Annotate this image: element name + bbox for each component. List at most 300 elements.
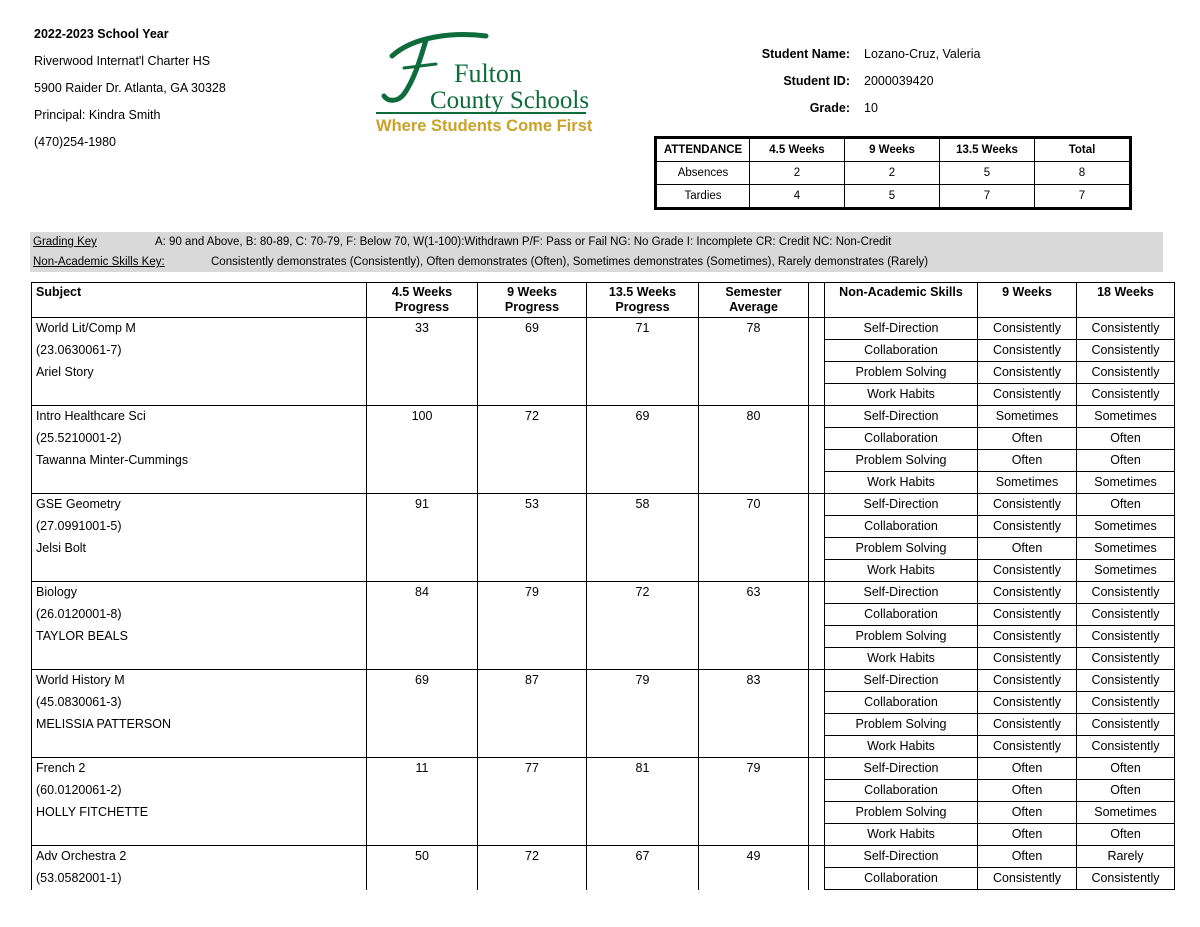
- column-spacer: [809, 648, 825, 670]
- column-spacer: [809, 692, 825, 714]
- grade-cell-spacer: [367, 736, 478, 758]
- attendance-cell: 5: [940, 162, 1035, 185]
- column-spacer: [809, 450, 825, 472]
- attendance-cell: 8: [1035, 162, 1131, 185]
- skill-18-weeks: Consistently: [1077, 582, 1175, 604]
- skill-18-weeks: Often: [1077, 824, 1175, 846]
- column-spacer: [809, 846, 825, 868]
- course-subject-spacer: [32, 472, 367, 494]
- skill-9-weeks: Consistently: [978, 560, 1077, 582]
- header-9-weeks: 9 Weeks Progress: [478, 283, 587, 318]
- skill-name: Self-Direction: [825, 758, 978, 780]
- course-row: [32, 450, 1175, 472]
- grade-cell-spacer: [478, 362, 587, 384]
- course-row: [32, 670, 1175, 692]
- student-grade-label: Grade:: [809, 101, 850, 115]
- column-spacer: [809, 714, 825, 736]
- grade-cell-spacer: [478, 472, 587, 494]
- skill-18-weeks: Consistently: [1077, 362, 1175, 384]
- course-row: [32, 648, 1175, 670]
- course-subject: French 2: [32, 758, 367, 780]
- column-spacer: [809, 340, 825, 362]
- skill-9-weeks: Consistently: [978, 648, 1077, 670]
- logo-line2: County Schools: [430, 87, 590, 114]
- skill-9-weeks: Often: [978, 428, 1077, 450]
- skill-18-weeks: Consistently: [1077, 868, 1175, 890]
- grade-cell-spacer: [699, 780, 809, 802]
- grade-cell-spacer: [587, 516, 699, 538]
- student-name: Lozano-Cruz, Valeria: [864, 47, 981, 61]
- course-row: [32, 714, 1175, 736]
- grade-cell-spacer: [367, 824, 478, 846]
- school-info: [34, 26, 226, 161]
- grade-w135: 67: [587, 846, 699, 868]
- skills-key-label: Non-Academic Skills Key:: [33, 256, 165, 268]
- grade-w45: 11: [367, 758, 478, 780]
- course-subject-spacer: [32, 560, 367, 582]
- grade-w9: 53: [478, 494, 587, 516]
- grade-w9: 72: [478, 406, 587, 428]
- grade-cell-spacer: [587, 384, 699, 406]
- skill-name: Collaboration: [825, 340, 978, 362]
- grade-cell-spacer: [587, 604, 699, 626]
- grade-w45: 69: [367, 670, 478, 692]
- grade-sem: 70: [699, 494, 809, 516]
- skill-9-weeks: Often: [978, 450, 1077, 472]
- logo-f-bar: [404, 64, 436, 68]
- grade-cell-spacer: [367, 450, 478, 472]
- skill-9-weeks: Consistently: [978, 340, 1077, 362]
- grading-key-label: Grading Key: [33, 236, 97, 248]
- grade-cell-spacer: [367, 868, 478, 890]
- attendance-row-tardies: [656, 185, 1131, 209]
- skill-18-weeks: Sometimes: [1077, 472, 1175, 494]
- skill-9-weeks: Consistently: [978, 516, 1077, 538]
- column-spacer: [809, 318, 825, 340]
- column-spacer: [809, 384, 825, 406]
- grade-cell-spacer: [699, 384, 809, 406]
- skill-name: Problem Solving: [825, 362, 978, 384]
- grade-w45: 91: [367, 494, 478, 516]
- column-spacer: [809, 780, 825, 802]
- grade-cell-spacer: [478, 868, 587, 890]
- grade-cell-spacer: [478, 780, 587, 802]
- column-spacer: [809, 736, 825, 758]
- grade-sem: 49: [699, 846, 809, 868]
- grade-w45: 100: [367, 406, 478, 428]
- grade-cell-spacer: [587, 450, 699, 472]
- student-id: 2000039420: [864, 74, 934, 88]
- course-teacher: Jelsi Bolt: [32, 538, 367, 560]
- logo-swoosh: [392, 35, 486, 56]
- header-4-5-weeks: 4.5 Weeks Progress: [367, 283, 478, 318]
- header-spacer: [809, 283, 825, 318]
- logo-line1: Fulton: [454, 59, 522, 88]
- skill-9-weeks: Sometimes: [978, 406, 1077, 428]
- column-spacer: [809, 824, 825, 846]
- grade-cell-spacer: [587, 560, 699, 582]
- skill-18-weeks: Often: [1077, 780, 1175, 802]
- grade-w135: 79: [587, 670, 699, 692]
- course-row: [32, 538, 1175, 560]
- skill-18-weeks: Consistently: [1077, 692, 1175, 714]
- column-spacer: [809, 494, 825, 516]
- skill-9-weeks: Consistently: [978, 604, 1077, 626]
- course-subject: Biology: [32, 582, 367, 604]
- course-row: [32, 736, 1175, 758]
- grade-w45: 84: [367, 582, 478, 604]
- grade-w9: 69: [478, 318, 587, 340]
- course-row: [32, 472, 1175, 494]
- column-spacer: [809, 582, 825, 604]
- skill-name: Problem Solving: [825, 714, 978, 736]
- grades-header-row: [32, 283, 1175, 318]
- column-spacer: [809, 604, 825, 626]
- skill-name: Problem Solving: [825, 802, 978, 824]
- school-year: 2022-2023 School Year: [34, 27, 169, 41]
- course-subject-spacer: [32, 824, 367, 846]
- grade-cell-spacer: [587, 626, 699, 648]
- skill-name: Collaboration: [825, 868, 978, 890]
- grade-cell-spacer: [587, 362, 699, 384]
- grade-cell-spacer: [699, 538, 809, 560]
- logo-graphic: [374, 30, 604, 140]
- skill-name: Collaboration: [825, 692, 978, 714]
- grade-w135: 69: [587, 406, 699, 428]
- course-teacher: HOLLY FITCHETTE: [32, 802, 367, 824]
- course-code: (23.0630061-7): [32, 340, 367, 362]
- grade-cell-spacer: [367, 780, 478, 802]
- skill-18-weeks: Rarely: [1077, 846, 1175, 868]
- grade-cell-spacer: [699, 736, 809, 758]
- grade-w45: 50: [367, 846, 478, 868]
- grade-sem: 79: [699, 758, 809, 780]
- grade-cell-spacer: [367, 604, 478, 626]
- skill-18-weeks: Consistently: [1077, 340, 1175, 362]
- skill-18-weeks: Consistently: [1077, 670, 1175, 692]
- skill-name: Work Habits: [825, 560, 978, 582]
- grade-sem: 83: [699, 670, 809, 692]
- grade-cell-spacer: [367, 538, 478, 560]
- course-row: [32, 846, 1175, 868]
- grade-w135: 81: [587, 758, 699, 780]
- skill-name: Self-Direction: [825, 846, 978, 868]
- grade-cell-spacer: [367, 516, 478, 538]
- grade-cell-spacer: [587, 472, 699, 494]
- column-spacer: [809, 758, 825, 780]
- grade-cell-spacer: [478, 560, 587, 582]
- skill-9-weeks: Often: [978, 780, 1077, 802]
- course-row: [32, 560, 1175, 582]
- attendance-cell: 7: [1035, 185, 1131, 209]
- course-row: [32, 758, 1175, 780]
- attendance-cell: 2: [845, 162, 940, 185]
- attendance-header: Total: [1035, 138, 1131, 162]
- column-spacer: [809, 362, 825, 384]
- attendance-header: 9 Weeks: [845, 138, 940, 162]
- grade-cell-spacer: [367, 472, 478, 494]
- skill-name: Self-Direction: [825, 318, 978, 340]
- column-spacer: [809, 560, 825, 582]
- grade-cell-spacer: [587, 824, 699, 846]
- grade-cell-spacer: [587, 714, 699, 736]
- grade-sem: 63: [699, 582, 809, 604]
- course-row: [32, 340, 1175, 362]
- skill-9-weeks: Consistently: [978, 362, 1077, 384]
- attendance-table: [654, 136, 1132, 210]
- skill-9-weeks: Consistently: [978, 318, 1077, 340]
- grade-cell-spacer: [367, 362, 478, 384]
- attendance-cell: 2: [750, 162, 845, 185]
- school-principal: Principal: Kindra Smith: [34, 108, 161, 122]
- skill-name: Work Habits: [825, 648, 978, 670]
- grade-cell-spacer: [478, 450, 587, 472]
- skill-name: Self-Direction: [825, 582, 978, 604]
- grade-w9: 72: [478, 846, 587, 868]
- column-spacer: [809, 538, 825, 560]
- grade-cell-spacer: [699, 648, 809, 670]
- course-code: (60.0120061-2): [32, 780, 367, 802]
- course-teacher: MELISSIA PATTERSON: [32, 714, 367, 736]
- grade-w135: 58: [587, 494, 699, 516]
- grade-cell-spacer: [699, 824, 809, 846]
- grade-cell-spacer: [587, 780, 699, 802]
- attendance-cell: 4: [750, 185, 845, 209]
- grade-cell-spacer: [699, 362, 809, 384]
- course-code: (45.0830061-3): [32, 692, 367, 714]
- skill-18-weeks: Consistently: [1077, 736, 1175, 758]
- column-spacer: [809, 516, 825, 538]
- fulton-county-schools-logo: [374, 30, 604, 140]
- skill-9-weeks: Consistently: [978, 736, 1077, 758]
- course-row: [32, 626, 1175, 648]
- attendance-cell: 5: [845, 185, 940, 209]
- course-row: [32, 362, 1175, 384]
- grade-cell-spacer: [699, 802, 809, 824]
- grade-w45: 33: [367, 318, 478, 340]
- grade-cell-spacer: [478, 736, 587, 758]
- grade-cell-spacer: [587, 802, 699, 824]
- skill-18-weeks: Consistently: [1077, 384, 1175, 406]
- column-spacer: [809, 406, 825, 428]
- grade-cell-spacer: [699, 714, 809, 736]
- grade-cell-spacer: [367, 560, 478, 582]
- skill-name: Collaboration: [825, 516, 978, 538]
- skill-18-weeks: Sometimes: [1077, 516, 1175, 538]
- course-subject: World History M: [32, 670, 367, 692]
- attendance-header: 4.5 Weeks: [750, 138, 845, 162]
- skill-9-weeks: Consistently: [978, 384, 1077, 406]
- column-spacer: [809, 670, 825, 692]
- skill-9-weeks: Consistently: [978, 670, 1077, 692]
- grade-cell-spacer: [478, 714, 587, 736]
- skill-name: Self-Direction: [825, 494, 978, 516]
- skill-9-weeks: Often: [978, 538, 1077, 560]
- school-address: 5900 Raider Dr. Atlanta, GA 30328: [34, 81, 226, 95]
- grades-body: [32, 318, 1175, 890]
- skill-18-weeks: Sometimes: [1077, 406, 1175, 428]
- course-row: [32, 318, 1175, 340]
- grading-key-text: A: 90 and Above, B: 80-89, C: 70-79, F: Below 70, W(1-100):Withdrawn P/F: Pass or Fail NG: No Grade I: Incomplete CR: Credit NC: Non-Credit: [155, 236, 892, 248]
- skill-18-weeks: Often: [1077, 494, 1175, 516]
- column-spacer: [809, 868, 825, 890]
- grade-cell-spacer: [699, 472, 809, 494]
- grade-cell-spacer: [587, 538, 699, 560]
- grade-cell-spacer: [367, 428, 478, 450]
- column-spacer: [809, 802, 825, 824]
- grade-sem: 80: [699, 406, 809, 428]
- skill-18-weeks: Often: [1077, 428, 1175, 450]
- grade-cell-spacer: [587, 648, 699, 670]
- grade-cell-spacer: [367, 648, 478, 670]
- grade-cell-spacer: [699, 604, 809, 626]
- skill-name: Collaboration: [825, 780, 978, 802]
- grade-cell-spacer: [367, 802, 478, 824]
- grade-cell-spacer: [587, 428, 699, 450]
- course-teacher: Tawanna Minter-Cummings: [32, 450, 367, 472]
- skill-18-weeks: Sometimes: [1077, 802, 1175, 824]
- column-spacer: [809, 428, 825, 450]
- skill-18-weeks: Sometimes: [1077, 538, 1175, 560]
- skill-name: Problem Solving: [825, 538, 978, 560]
- skill-18-weeks: Often: [1077, 758, 1175, 780]
- grade-cell-spacer: [699, 450, 809, 472]
- skills-key-text: Consistently demonstrates (Consistently), Often demonstrates (Often), Sometimes demonstrates (Sometimes), Rarely demonstrates (Rarely): [211, 256, 929, 268]
- skill-name: Problem Solving: [825, 626, 978, 648]
- student-id-label: Student ID:: [783, 74, 850, 88]
- skill-18-weeks: Consistently: [1077, 626, 1175, 648]
- course-row: [32, 824, 1175, 846]
- grade-cell-spacer: [478, 428, 587, 450]
- grade-w135: 72: [587, 582, 699, 604]
- grade-cell-spacer: [478, 626, 587, 648]
- course-row: [32, 604, 1175, 626]
- student-grade: 10: [864, 101, 878, 115]
- grade-cell-spacer: [367, 384, 478, 406]
- header-subject: Subject: [32, 283, 367, 318]
- course-subject: Adv Orchestra 2: [32, 846, 367, 868]
- attendance-cell: 7: [940, 185, 1035, 209]
- header-semester-average: Semester Average: [699, 283, 809, 318]
- header-skills-9-weeks: 9 Weeks: [978, 283, 1077, 318]
- grade-cell-spacer: [699, 340, 809, 362]
- grade-cell-spacer: [478, 802, 587, 824]
- course-row: [32, 692, 1175, 714]
- course-row: [32, 582, 1175, 604]
- grade-cell-spacer: [478, 604, 587, 626]
- grades-table: [31, 282, 1175, 890]
- keys-band: [30, 232, 1163, 272]
- attendance-row-absences: [656, 162, 1131, 185]
- grade-cell-spacer: [478, 384, 587, 406]
- skill-9-weeks: Often: [978, 802, 1077, 824]
- course-row: [32, 868, 1175, 890]
- grade-cell-spacer: [699, 516, 809, 538]
- course-subject-spacer: [32, 736, 367, 758]
- attendance-header: 13.5 Weeks: [940, 138, 1035, 162]
- skill-18-weeks: Often: [1077, 450, 1175, 472]
- grade-cell-spacer: [478, 648, 587, 670]
- grade-cell-spacer: [699, 868, 809, 890]
- grade-cell-spacer: [367, 692, 478, 714]
- grade-sem: 78: [699, 318, 809, 340]
- attendance-header-row: [656, 138, 1131, 162]
- skill-name: Work Habits: [825, 824, 978, 846]
- attendance-header: ATTENDANCE: [656, 138, 750, 162]
- grade-cell-spacer: [587, 340, 699, 362]
- skill-9-weeks: Consistently: [978, 626, 1077, 648]
- skill-9-weeks: Consistently: [978, 692, 1077, 714]
- grade-cell-spacer: [367, 626, 478, 648]
- skill-9-weeks: Sometimes: [978, 472, 1077, 494]
- grade-cell-spacer: [699, 428, 809, 450]
- course-subject: World Lit/Comp M: [32, 318, 367, 340]
- course-row: [32, 802, 1175, 824]
- course-row: [32, 780, 1175, 802]
- grade-cell-spacer: [587, 692, 699, 714]
- attendance-cell: Tardies: [656, 185, 750, 209]
- course-code: (53.0582001-1): [32, 868, 367, 890]
- grade-cell-spacer: [367, 714, 478, 736]
- column-spacer: [809, 472, 825, 494]
- skill-9-weeks: Consistently: [978, 868, 1077, 890]
- course-subject-spacer: [32, 648, 367, 670]
- skill-9-weeks: Consistently: [978, 714, 1077, 736]
- header-skills-18-weeks: 18 Weeks: [1077, 283, 1175, 318]
- skill-name: Work Habits: [825, 736, 978, 758]
- course-row: [32, 516, 1175, 538]
- header-13-5-weeks: 13.5 Weeks Progress: [587, 283, 699, 318]
- skill-18-weeks: Consistently: [1077, 714, 1175, 736]
- skill-9-weeks: Often: [978, 824, 1077, 846]
- skill-name: Work Habits: [825, 472, 978, 494]
- grade-w9: 87: [478, 670, 587, 692]
- skill-9-weeks: Often: [978, 846, 1077, 868]
- grade-cell-spacer: [699, 692, 809, 714]
- skill-name: Problem Solving: [825, 450, 978, 472]
- skill-name: Self-Direction: [825, 670, 978, 692]
- course-subject: GSE Geometry: [32, 494, 367, 516]
- grade-cell-spacer: [587, 868, 699, 890]
- course-code: (26.0120001-8): [32, 604, 367, 626]
- skill-9-weeks: Consistently: [978, 582, 1077, 604]
- skill-name: Work Habits: [825, 384, 978, 406]
- skill-name: Collaboration: [825, 428, 978, 450]
- skill-18-weeks: Consistently: [1077, 648, 1175, 670]
- student-info: [700, 46, 981, 127]
- grade-cell-spacer: [699, 560, 809, 582]
- course-row: [32, 406, 1175, 428]
- course-row: [32, 384, 1175, 406]
- header-non-academic-skills: Non-Academic Skills: [825, 283, 978, 318]
- grade-cell-spacer: [699, 626, 809, 648]
- attendance-cell: Absences: [656, 162, 750, 185]
- column-spacer: [809, 626, 825, 648]
- skill-18-weeks: Consistently: [1077, 318, 1175, 340]
- course-teacher: Ariel Story: [32, 362, 367, 384]
- skill-18-weeks: Sometimes: [1077, 560, 1175, 582]
- grade-w9: 79: [478, 582, 587, 604]
- grade-cell-spacer: [478, 538, 587, 560]
- skill-9-weeks: Consistently: [978, 494, 1077, 516]
- course-subject-spacer: [32, 384, 367, 406]
- course-row: [32, 428, 1175, 450]
- grade-cell-spacer: [478, 340, 587, 362]
- course-subject: Intro Healthcare Sci: [32, 406, 367, 428]
- skill-name: Self-Direction: [825, 406, 978, 428]
- school-name: Riverwood Internat'l Charter HS: [34, 54, 211, 68]
- grade-cell-spacer: [478, 516, 587, 538]
